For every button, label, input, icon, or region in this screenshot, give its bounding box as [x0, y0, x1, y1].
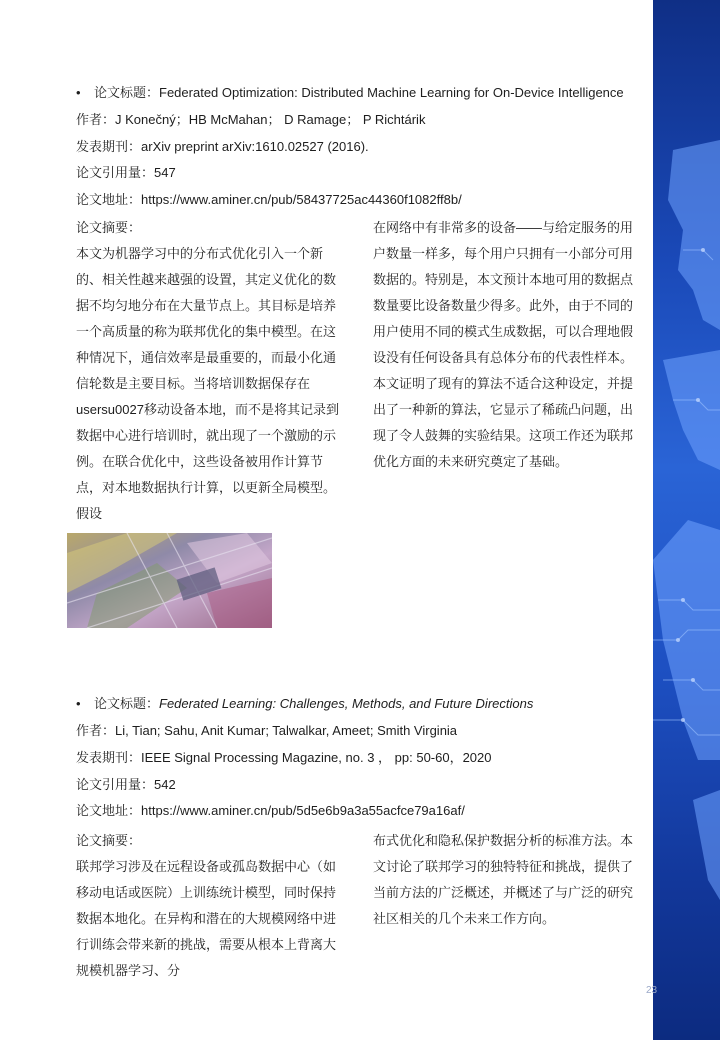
page-number: 23: [646, 985, 658, 996]
paper2-journal-label: 发表期刊：: [76, 750, 142, 765]
paper1-citations-label: 论文引用量：: [76, 165, 155, 180]
paper2-abstract-text-right: 布式优化和隐私保护数据分析的标准方法。本文讨论了联邦学习的独特特征和挑战，提供了当前方法的广泛概述，并概述了与广泛的研究社区相关的几个未来工作方向。: [373, 833, 634, 926]
paper1-abstract-text-left: 本文为机器学习中的分布式优化引入一个新的、相关性越来越强的设置，其定义优化的数据不均匀地分布在大量节点上。其目标是培养一个高质量的称为联邦优化的集中模型。在这种情况下，通信效率是最重要的，而最小化通信轮数是主要目标。当将培训数据保存在usersu0027移动设备本地，而不是将其记录到数据中心进行培训时，就出现了一个激励的示例。在联合优化中，这些设备被用作计算节点，对本地数据执行计算，以更新全局模型。假设: [76, 246, 339, 521]
paper1-journal: arXiv preprint arXiv:1610.02527 (2016).: [141, 139, 369, 154]
paper2-authors: Li, Tian; Sahu, Anit Kumar; Talwalkar, Ameet; Smith Virginia: [115, 723, 458, 738]
paper2-title-line: [76, 695, 533, 713]
paper2-title: Federated Learning: Challenges, Methods, and Future Directions: [159, 696, 534, 711]
paper1-url-link[interactable]: https://www.aminer.cn/pub/58437725ac44360f1082ff8b/: [141, 192, 462, 207]
paper2-abstract-right-column: [373, 828, 645, 932]
paper2-url-line: [76, 802, 465, 820]
paper2-citations-line: [76, 776, 176, 794]
paper1-abstract-label: 论文摘要：: [76, 220, 142, 235]
paper2-journal-line: [76, 749, 492, 767]
paper1-abstract-right-column: [373, 215, 645, 475]
paper1-title-label: 论文标题：: [94, 85, 160, 100]
paper2-authors-label: 作者：: [76, 723, 116, 738]
paper2-abstract-label: 论文摘要：: [76, 833, 142, 848]
paper1-title: Federated Optimization: Distributed Machine Learning for On-Device Intelligence: [159, 85, 624, 100]
paper2-authors-line: [76, 722, 457, 740]
paper2-journal: IEEE Signal Processing Magazine, no. 3 ， pp: 50-60，2020: [141, 750, 492, 765]
paper1-abstract-text-right: 在网络中有非常多的设备——与给定服务的用户数量一样多，每个用户只拥有一小部分可用数据的。特别是，本文预计本地可用的数据点数量要比设备数量少得多。此外，由于不同的用户使用不同的模式生成数据，可以合理地假设没有任何设备具有总体分布的代表性样本。本文证明了现有的算法不适合这种设定，并提出了一种新的算法，它显示了稀疏凸问题，出现了令人鼓舞的实验结果。这项工作还为联邦优化方面的未来研究奠定了基础。: [373, 220, 634, 469]
circuit-pattern-graphic: [653, 0, 720, 1040]
paper1-authors: J Konečný；HB McMahan； D Ramage； P Richtárik: [115, 112, 426, 127]
bullet-marker: •: [76, 696, 81, 711]
paper2-citations: 542: [154, 777, 176, 792]
paper1-citations: 547: [154, 165, 176, 180]
paper2-url-label: 论文地址：: [76, 803, 142, 818]
paper1-title-line: [76, 84, 624, 102]
decorative-circuit-map-strip: [653, 0, 720, 1040]
paper1-abstract-left-column: [76, 215, 348, 527]
paper1-journal-label: 发表期刊：: [76, 139, 142, 154]
paper1-authors-line: [76, 111, 425, 129]
paper2-citations-label: 论文引用量：: [76, 777, 155, 792]
paper1-citations-line: [76, 164, 176, 182]
chip-circuit-photo: [67, 533, 272, 628]
paper1-authors-label: 作者：: [76, 112, 116, 127]
paper1-journal-line: [76, 138, 369, 156]
paper2-url-link[interactable]: https://www.aminer.cn/pub/5d5e6b9a3a55acfce79a16af/: [141, 803, 465, 818]
paper2-title-label: 论文标题：: [94, 696, 160, 711]
paper2-abstract-left-column: [76, 828, 348, 984]
paper1-url-line: [76, 191, 462, 209]
bullet-marker: •: [76, 85, 81, 100]
paper1-url-label: 论文地址：: [76, 192, 142, 207]
paper2-abstract-text-left: 联邦学习涉及在远程设备或孤岛数据中心（如移动电话或医院）上训练统计模型，同时保持数据本地化。在异构和潜在的大规模网络中进行训练会带来新的挑战，需要从根本上背离大规模机器学习、分: [76, 859, 337, 978]
